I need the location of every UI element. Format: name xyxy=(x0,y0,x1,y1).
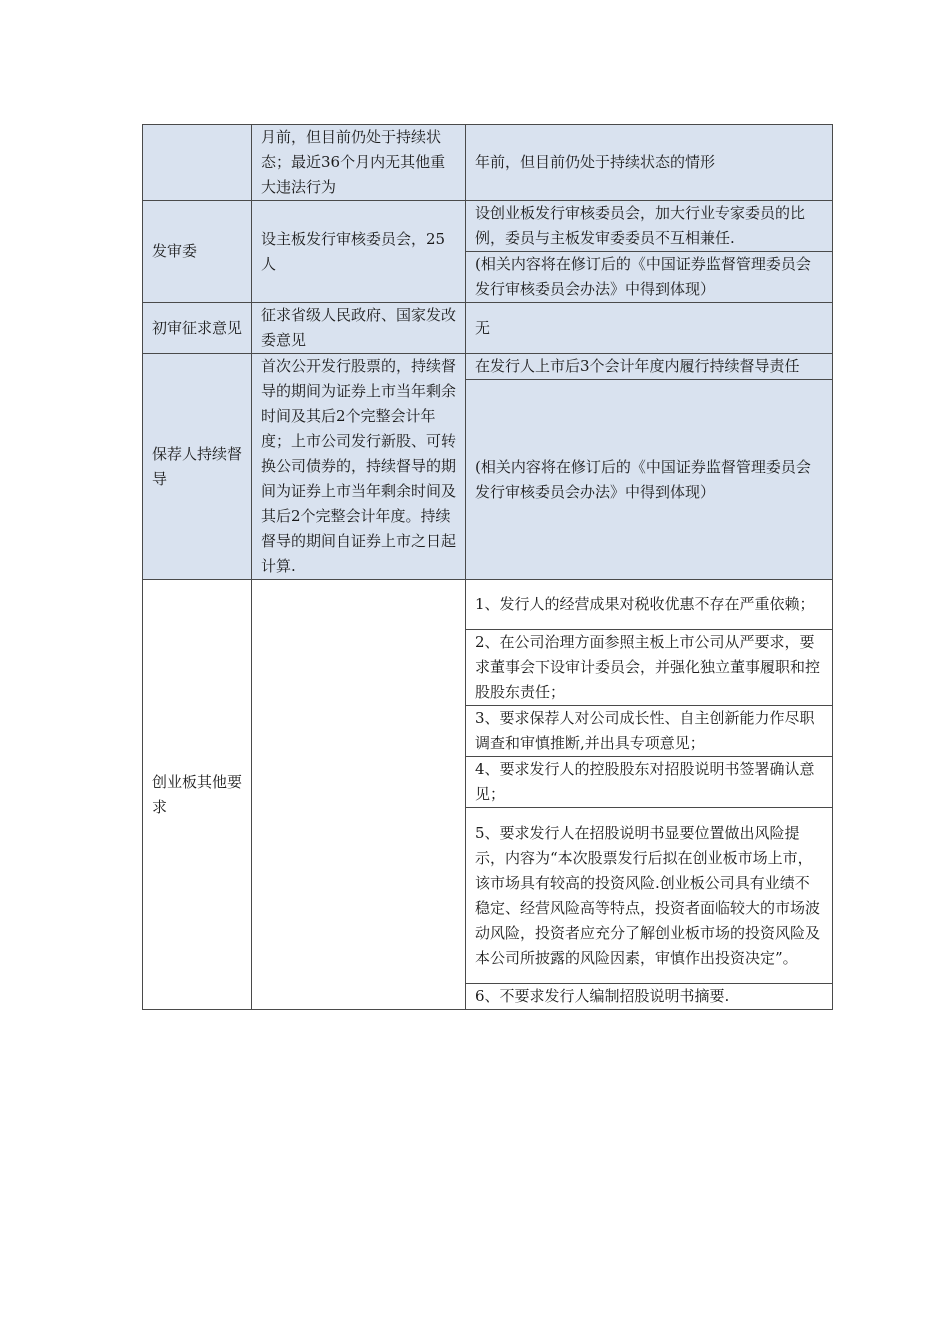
gem-cell: 在发行人上市后3个会计年度内履行持续督导责任 xyxy=(466,354,833,380)
gem-cell: 无 xyxy=(466,303,833,354)
list-item: 6、不要求发行人编制招股说明书摘要. xyxy=(466,984,833,1010)
list-item: 3、要求保荐人对公司成长性、自主创新能力作尽职调查和审慎推断,并出具专项意见； xyxy=(466,706,833,757)
row-label-committee: 发审委 xyxy=(143,201,252,303)
gem-cell: 年前，但目前仍处于持续状态的情形 xyxy=(466,125,833,201)
row-label-preliminary: 初审征求意见 xyxy=(143,303,252,354)
list-item: 1、发行人的经营成果对税收优惠不存在严重依赖； xyxy=(466,580,833,630)
comparison-table xyxy=(142,124,833,1010)
gem-cell: 设创业板发行审核委员会，加大行业专家委员的比例，委员与主板发审委委员不互相兼任. xyxy=(466,201,833,252)
table-row-committee xyxy=(143,201,833,252)
table-row-other xyxy=(143,580,833,630)
table-row-sponsor xyxy=(143,354,833,380)
row-label-sponsor: 保荐人持续督导 xyxy=(143,354,252,580)
main-board-cell-empty xyxy=(252,580,466,1010)
list-item: 5、要求发行人在招股说明书显要位置做出风险提示，内容为“本次股票发行后拟在创业板市场上市，该市场具有较高的投资风险.创业板公司具有业绩不稳定、经营风险高等特点，投资者面临较大的市场波动风险，投资者应充分了解创业板市场的投资风险及本公司所披露的风险因素，审慎作出投资决定”。 xyxy=(466,808,833,984)
main-board-cell: 设主板发行审核委员会，25人 xyxy=(252,201,466,303)
gem-cell-note: (相关内容将在修订后的《中国证券监督管理委员会发行审核委员会办法》中得到体现） xyxy=(466,252,833,303)
gem-cell-note: (相关内容将在修订后的《中国证券监督管理委员会发行审核委员会办法》中得到体现） xyxy=(466,380,833,580)
list-item: 2、在公司治理方面参照主板上市公司从严要求，要求董事会下设审计委员会，并强化独立董事履职和控股股东责任； xyxy=(466,630,833,706)
row-label-other: 创业板其他要求 xyxy=(143,580,252,1010)
table-row-continued xyxy=(143,125,833,201)
main-board-cell: 首次公开发行股票的，持续督导的期间为证券上市当年剩余时间及其后2个完整会计年度；上市公司发行新股、可转换公司债券的，持续督导的期间为证券上市当年剩余时间及其后2个完整会计年度。持续督导的期间自证券上市之日起计算. xyxy=(252,354,466,580)
table-row-preliminary xyxy=(143,303,833,354)
main-board-cell: 月前，但目前仍处于持续状态；最近36个月内无其他重大违法行为 xyxy=(252,125,466,201)
list-item: 4、要求发行人的控股股东对招股说明书签署确认意见； xyxy=(466,757,833,808)
row-label-empty xyxy=(143,125,252,201)
main-board-cell: 征求省级人民政府、国家发改委意见 xyxy=(252,303,466,354)
